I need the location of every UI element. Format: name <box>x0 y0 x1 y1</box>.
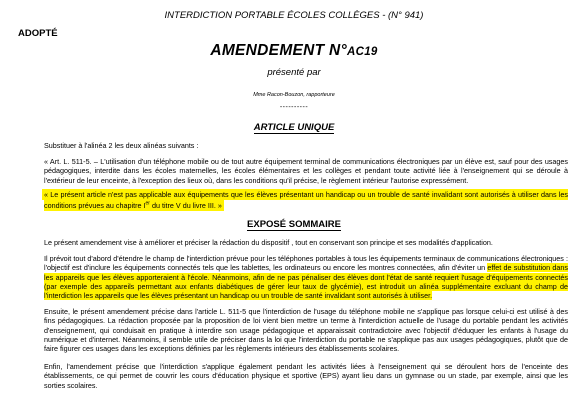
highlighted-quote-text-b: du titre V du livre III. » <box>149 200 222 210</box>
summary-paragraph-2 <box>44 254 568 300</box>
article-heading-text: ARTICLE UNIQUE <box>253 122 335 133</box>
article-heading <box>0 122 588 133</box>
summary-heading <box>0 219 588 230</box>
amendment-number: AC19 <box>347 46 378 58</box>
summary-paragraph-1: Le présent amendement vise à améliorer et préciser la rédaction du dispositif , tout en conservant son principe et ses modalités d'application. <box>44 238 493 247</box>
document-header: INTERDICTION PORTABLE ÉCOLES COLLÈGES - (N° 941) <box>164 10 424 21</box>
article-quote: « Art. L. 511-5. – L'utilisation d'un téléphone mobile ou de tout autre équipement terminal de communications électroniques par un élève est, sauf pour des usages pédagogiques, interdite dans les écoles maternelles, les écoles élémentaires et les collèges et pendant toute activité liée à l'enseignement qui se déroule à l'extérieur de leur enceinte, à l'exception des lieux où, dans les conditions qu'il précise, le règlement intérieur l'autorise expressément. <box>44 157 568 185</box>
summary-heading-text: EXPOSÉ SOMMAIRE <box>247 219 341 230</box>
highlighted-quote-sup: er <box>145 200 150 207</box>
author-line: Mme Racon-Bouzon, rapporteure <box>253 92 335 98</box>
amendment-title <box>0 42 588 60</box>
summary-paragraph-3: Ensuite, le présent amendement précise dans l'article L. 511-5 que l'interdiction de l'usage du téléphone mobile ne s'applique pas lorsque celui-ci est utilisé à des fins pédagogiques. La rédaction proposée par la proposition de loi vient bien mettre un terme à l'interdiction actuelle de l'usage du portable pendant les activités d'enseignement, qui conduisait en pratique à interdire son usage pédagogique et apparaissait contradictoire avec l'objectif d'éduquer les enfants à l'usage du numérique et d'internet. Néanmoins, il semble utile de préciser dans la loi que l'interdiction du portable ne s'applique pas aux usages pédagogiques, plutôt que de faire figurer ces usages dans les exceptions définies par les règlements intérieurs des établissements scolaires. <box>44 307 568 354</box>
highlighted-quote-text-a: « Le présent article n'est pas applicable aux équipements que les élèves présentant un handicap ou un trouble de santé invalidant sont autorisés à utiliser dans les conditions prévues au chapitre I <box>44 190 568 210</box>
separator: ---------- <box>279 104 309 111</box>
summary-paragraph-4: Enfin, l'amendement précise que l'interdiction s'applique également pendant les activités liées à l'enseignement qui se déroulent hors de l'enceinte des établissements, ce qui permet de couvrir les cours d'éducation physique et sportive (EPS) ayant lieu dans un gymnase ou un stade, par exemple, ainsi que les sorties scolaires. <box>44 362 568 390</box>
summary-paragraph-2-highlight: effet de substitution dans les appareils que les élèves apporteraient à l'école. Néanmoins, afin de ne pas pénaliser des élèves dont l'état de santé requiert l'usage d'équipements connectés (par exemple des appareils permettant aux enfants diabétiques de gérer leur taux de glycémie), est introduit un alinéa supplémentaire excluant du champ de l'interdiction les appareils que les élèves présentant un handicap ou un trouble de santé invalidant sont autorisés à utiliser. <box>44 263 568 301</box>
highlighted-quote <box>44 190 568 210</box>
status-label: ADOPTÉ <box>18 28 58 39</box>
summary-paragraph-2-text: Il prévoit tout d'abord d'étendre le champ de l'interdiction prévue pour les téléphones portables à tous les équipements terminaux de communications électroniques : l'objectif est d'inclure les équipements connectés tels que les tablettes, les ordinateurs ou encore les montres connectées, afin d'éviter un <box>44 254 568 273</box>
article-intro: Substituer à l'alinéa 2 les deux alinéas suivants : <box>44 141 199 150</box>
amendment-title-main: AMENDEMENT N° <box>210 42 348 59</box>
presented-by: présenté par <box>267 67 321 78</box>
